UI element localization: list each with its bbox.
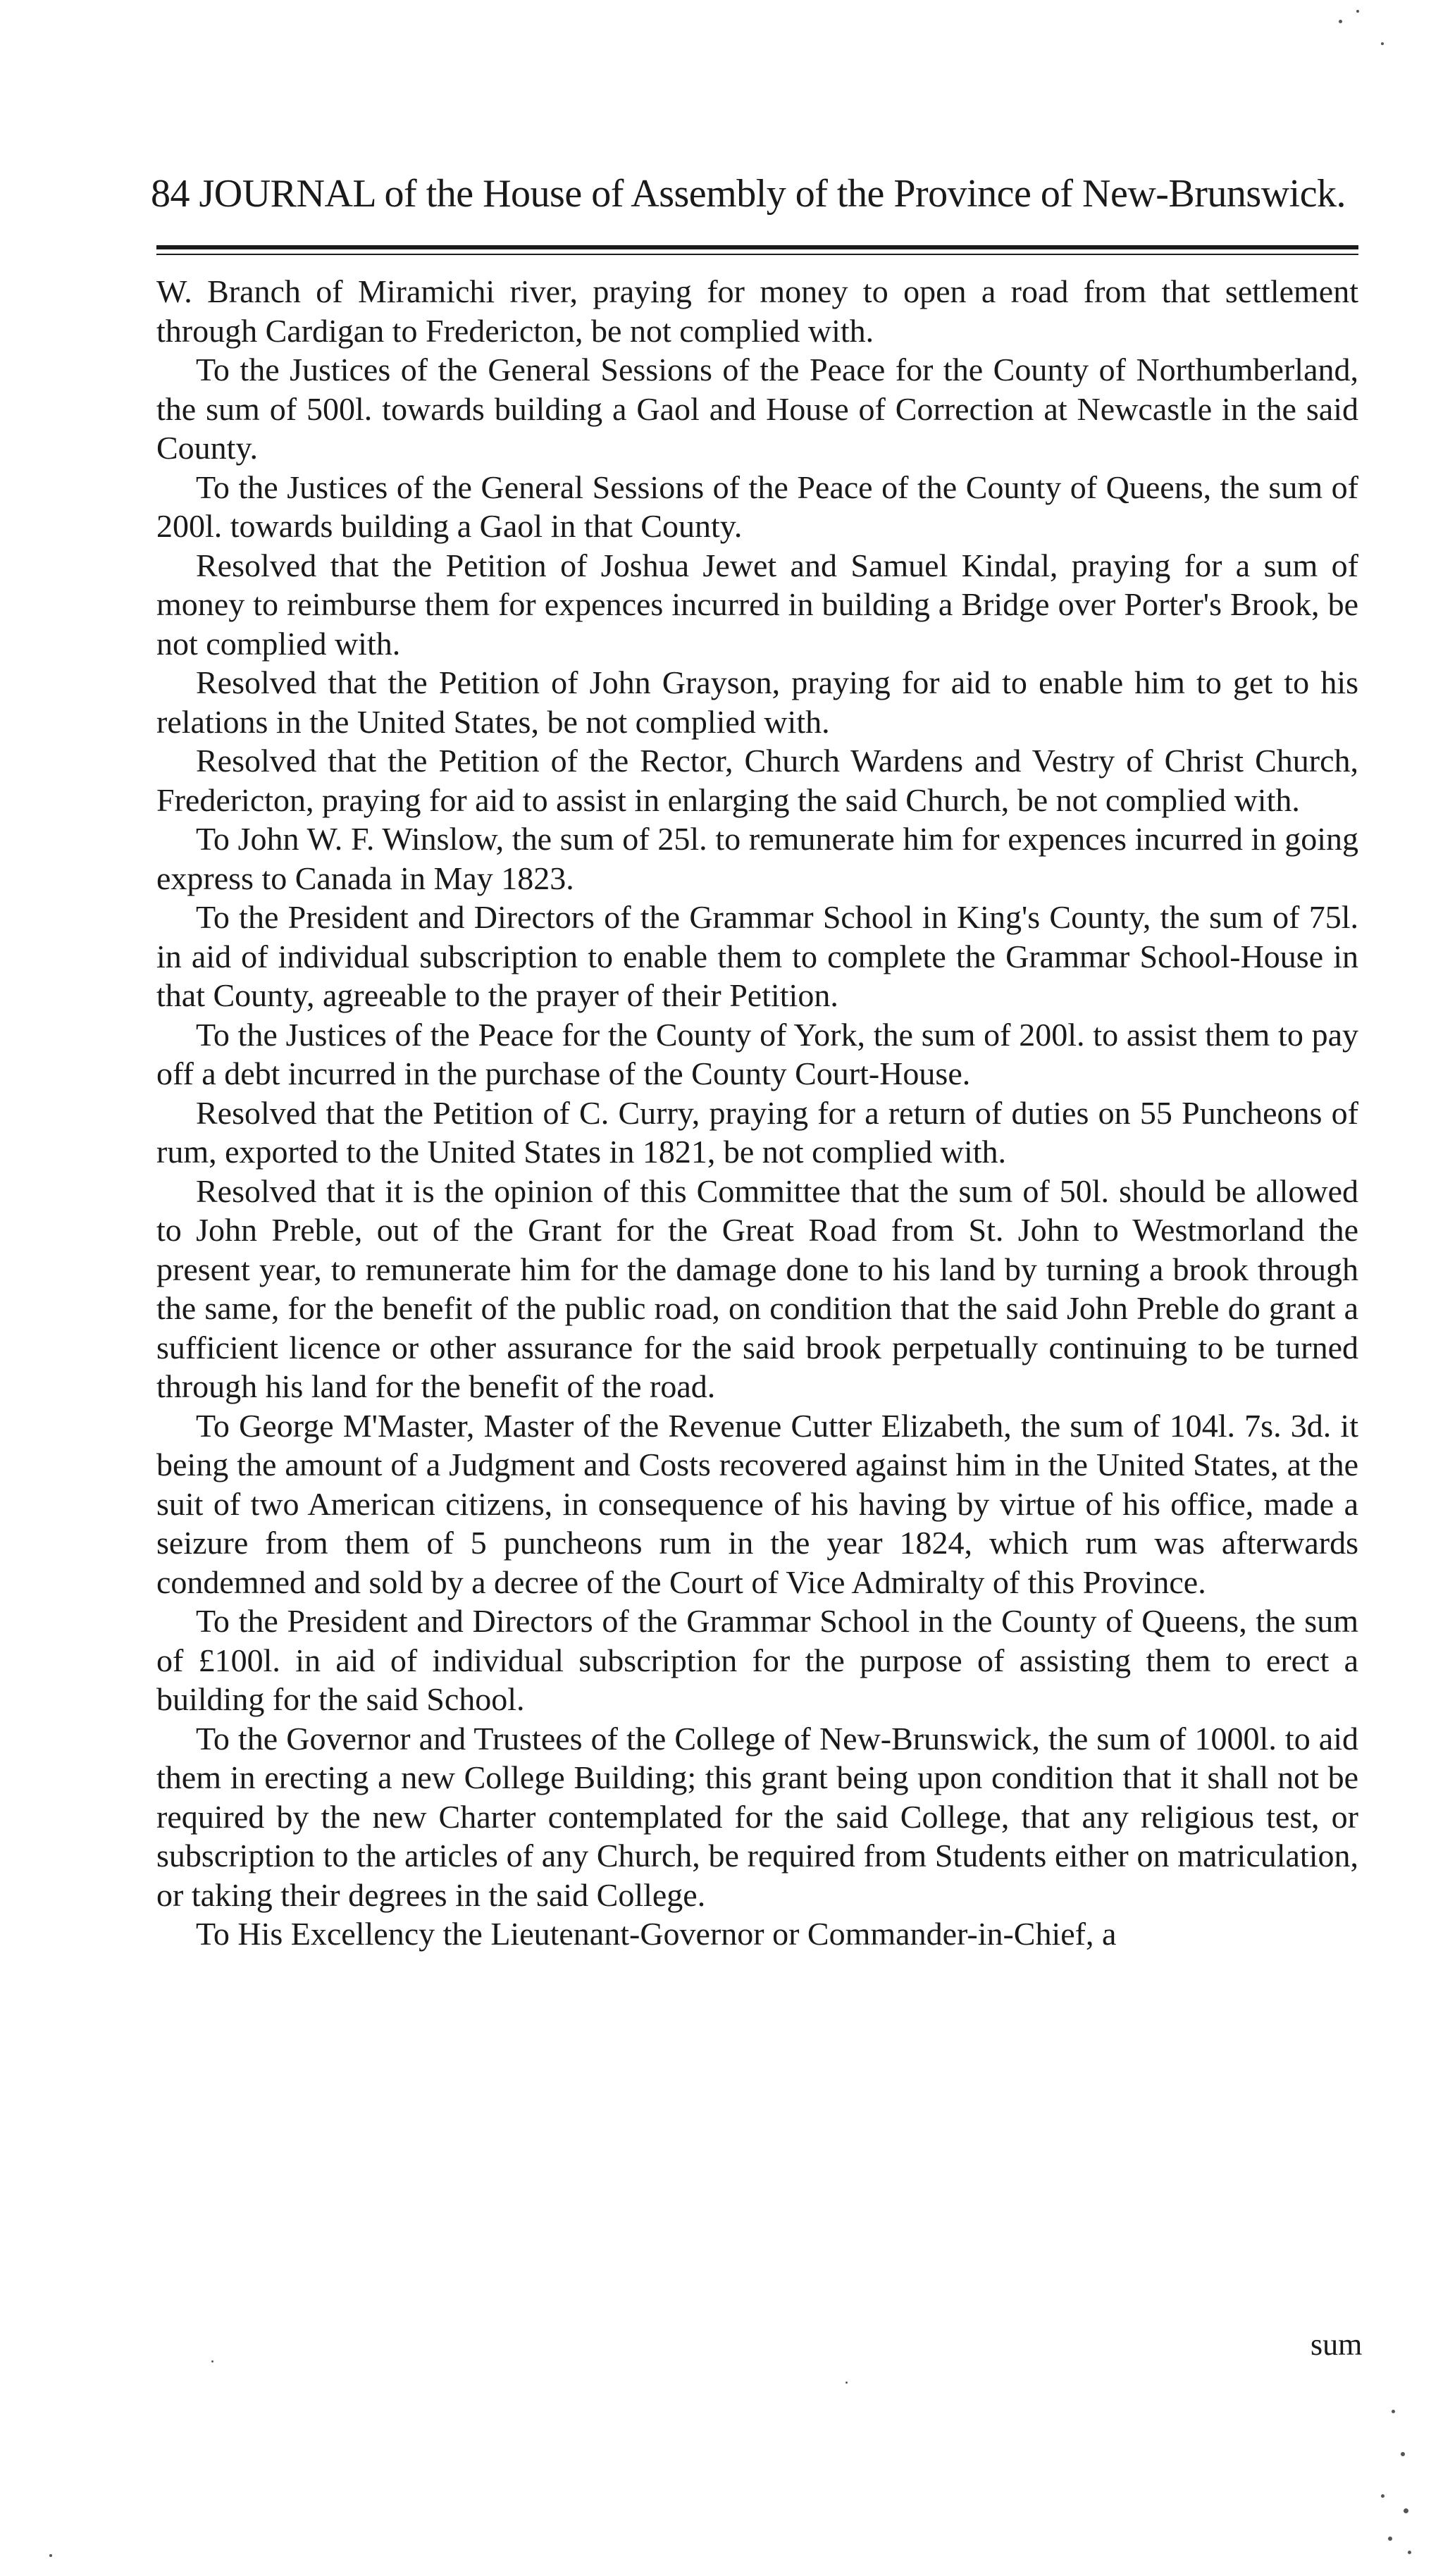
paragraph-jewet-kindal-petition: Resolved that the Petition of Joshua Jewet and Samuel Kindal, praying for a sum of money to reimburse them for expences incurred in building a Bridge over Porter's Brook, be not complied with.: [156, 547, 1358, 662]
scan-speck: [1381, 42, 1384, 45]
paragraph-lieutenant-governor: To His Excellency the Lieutenant-Governor or Commander-in-Chief, a: [196, 1916, 1117, 1952]
scan-speck: [1404, 2508, 1408, 2513]
scan-speck: [1401, 2452, 1405, 2456]
scan-speck: [1392, 2410, 1395, 2413]
paragraph-kings-county-grammar-school: To the President and Directors of the Grammar School in King's County, the sum of 75l. in aid of individual subscription to enable them to complete the Grammar School-House in that County, agreeable to the prayer of their Petition.: [156, 899, 1358, 1013]
journal-body: [156, 272, 1358, 1954]
running-header: [151, 169, 1363, 218]
paragraph-winslow-grant: To John W. F. Winslow, the sum of 25l. to remunerate him for expences incurred in going express to Canada in May 1823.: [156, 821, 1358, 896]
paragraph-mmaster-grant: To George M'Master, Master of the Revenue Cutter Elizabeth, the sum of 104l. 7s. 3d. it being the amount of a Judgment and Costs recovered against him in the United States, at the suit of two American citizens, in consequence of his having by virtue of his office, made a seizure from them of 5 puncheons rum in the year 1824, which rum was afterwards condemned and sold by a decree of the Court of Vice Admiralty of this Province.: [156, 1407, 1358, 1600]
page-number: 84: [151, 172, 190, 216]
catchword: sum: [1311, 2327, 1363, 2362]
header-rule-thick: [156, 245, 1358, 249]
scan-speck: [1388, 2537, 1392, 2541]
scan-speck: [49, 2554, 52, 2557]
paragraph-grayson-petition: Resolved that the Petition of John Grayson, praying for aid to enable him to get to his relations in the United States, be not complied with.: [156, 664, 1358, 740]
scan-speck: [845, 2382, 848, 2384]
paragraph-continuation: W. Branch of Miramichi river, praying for money to open a road from that settlement through Cardigan to Fredericton, be not complied with.: [156, 273, 1358, 349]
scan-speck: [1408, 2551, 1411, 2554]
scan-speck: [211, 2360, 213, 2363]
scan-speck: [1381, 2494, 1384, 2498]
paragraph-grant-northumberland-gaol: To the Justices of the General Sessions of the Peace for the County of Northumberland, the sum of 500l. towards building a Gaol and House of Correction at Newcastle in the said County.: [156, 352, 1358, 466]
scan-speck: [1339, 20, 1342, 23]
header-rule-thin: [156, 254, 1358, 255]
paragraph-preble-allowance: Resolved that it is the opinion of this Committee that the sum of 50l. should be allowed to John Preble, out of the Grant for the Great Road from St. John to Westmorland the present year, to remunerate him for the damage done to his land by turning a brook through the same, for the benefit of the public road, on condition that the said John Preble do grant a sufficient licence or other assurance for the said brook perpetually continuing to be turned through his land for the benefit of the road.: [156, 1172, 1358, 1404]
scan-speck: [1356, 10, 1359, 13]
running-title: JOURNAL of the House of Assembly of the Province of New-Brunswick.: [199, 172, 1346, 216]
paragraph-york-court-house: To the Justices of the Peace for the County of York, the sum of 200l. to assist them to pay off a debt incurred in the purchase of the County Court-House.: [156, 1016, 1358, 1091]
paragraph-curry-petition: Resolved that the Petition of C. Curry, praying for a return of duties on 55 Puncheons of rum, exported to the United States in 1821, be not complied with.: [156, 1094, 1358, 1170]
paragraph-grant-queens-gaol: To the Justices of the General Sessions of the Peace of the County of Queens, the sum of 200l. towards building a Gaol in that County.: [156, 469, 1358, 544]
paragraph-christ-church-petition: Resolved that the Petition of the Rector, Church Wardens and Vestry of Christ Church, Fredericton, praying for aid to assist in enlarging the said Church, be not complied with.: [156, 743, 1358, 818]
paragraph-college-grant: To the Governor and Trustees of the College of New-Brunswick, the sum of 1000l. to aid them in erecting a new College Building; this grant being upon condition that it shall not be required by the new Charter contemplated for the said College, that any religious test, or subscription to the articles of any Church, be required from Students either on matriculation, or taking their degrees in the said College.: [156, 1720, 1358, 1913]
paragraph-queens-grammar-school: To the President and Directors of the Grammar School in the County of Queens, the sum of £100l. in aid of individual subscription for the purpose of assisting them to erect a building for the said School.: [156, 1603, 1358, 1717]
